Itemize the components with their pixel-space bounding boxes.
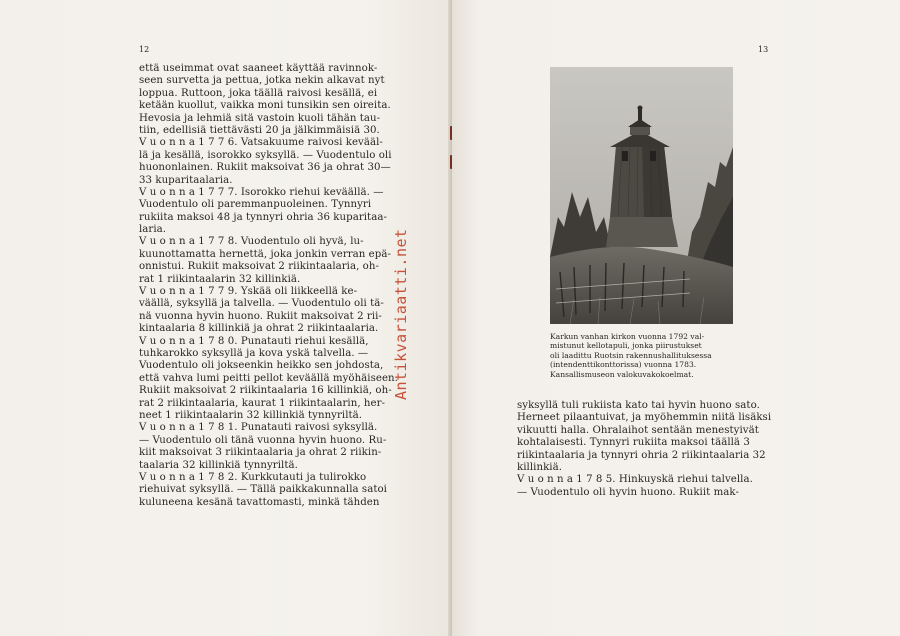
caption-line: mistunut kellotapuli, jonka piirustukset: [550, 341, 702, 351]
church-bell-tower-photo: [550, 67, 733, 324]
text-line: että useimmat ovat saaneet käyttää ravinnok-: [139, 63, 378, 74]
text-line: rukiita maksoi 48 ja tynnyri ohria 36 kuparitaa-: [139, 211, 387, 223]
right-page-text: [517, 400, 772, 499]
text-line: Vuodentulo oli jokseenkin heikko sen johdosta,: [139, 360, 384, 372]
watermark: [392, 230, 418, 400]
left-page-text: [139, 63, 398, 509]
text-line: — Vuodentulo oli tänä vuonna hyvin huono. Ru-: [139, 434, 387, 446]
text-line: riikintaalaria ja tynnyri ohria 2 riikintaalaria 32: [517, 449, 766, 461]
text-line: että vahva lumi peitti pellot keväällä myöhäiseen.: [139, 372, 398, 384]
text-line: ketään kuollut, vaikka moni tunsikin sen oireita.: [139, 100, 391, 112]
text-line: huononlainen. Rukiit maksoivat 36 ja ohrat 30—: [139, 162, 391, 174]
watermark-text: Antikvariaatti.net: [392, 228, 410, 400]
text-line: V u o n n a 1 7 7 8. Vuodentulo oli hyvä, lu-: [139, 236, 364, 248]
text-line: V u o n n a 1 7 8 0. Punatauti riehui kesällä,: [139, 335, 369, 347]
text-line: Hevosia ja lehmiä sitä vastoin kuoli tähän tau-: [139, 112, 381, 124]
text-line: laria.: [139, 224, 167, 236]
text-line: Vuodentulo oli paremmanpuoleinen. Tynnyri: [139, 199, 372, 211]
text-line: tiin, edellisiä tiettävästi 20 ja jälkimmäisiä 30.: [139, 124, 380, 136]
photo-illustration: [550, 67, 733, 324]
text-line: kuunottamatta hernettä, joka jonkin verran epä-: [139, 248, 391, 260]
text-line: nä vuonna hyvin huono. Rukiit maksoivat 2 rii-: [139, 310, 382, 322]
caption-line: Kansallismuseon valokuvakokoelmat.: [550, 369, 694, 379]
text-line: V u o n n a 1 7 7 9. Yskää oli liikkeellä ke-: [139, 286, 358, 298]
text-line: lä ja kesällä, isorokko syksyllä. — Vuodentulo oli: [139, 149, 392, 161]
text-line: taalaria 32 killinkiä tynnyriltä.: [139, 459, 298, 471]
page-number-right: 13: [758, 45, 769, 54]
text-line: kuluneena kesänä tavattomasti, minkä tähden: [139, 496, 380, 508]
text-line: kiit maksoivat 3 riikintaalaria ja ohrat 2 riikin-: [139, 447, 382, 459]
text-line: Herneet pilaantuivat, ja myöhemmin niitä lisäksi: [517, 412, 772, 424]
text-line: väällä, syksyllä ja talvella. — Vuodentulo oli tä-: [139, 298, 384, 310]
text-line: killinkiä.: [517, 461, 563, 473]
text-line: vikuutti halla. Ohralaihot sentään menestyivät: [517, 424, 759, 436]
text-line: V u o n n a 1 7 7 6. Vatsakuume raivosi kevääl-: [139, 137, 383, 149]
caption-line: Karkun vanhan kirkon vuonna 1792 val-: [550, 332, 705, 341]
page-number-left: 12: [139, 45, 150, 54]
text-line: V u o n n a 1 7 8 2. Kurkkutauti ja tulirokko: [139, 471, 367, 483]
text-line: tuhkarokko syksyllä ja kova yskä talvella. —: [139, 347, 369, 359]
text-line: V u o n n a 1 7 8 5. Hinkuyskä riehui talvella.: [517, 474, 753, 486]
text-line: syksyllä tuli rukiista kato tai hyvin huono sato.: [517, 400, 760, 411]
right-page: [452, 0, 900, 636]
text-line: onnistui. Rukiit maksoivat 2 riikintaalaria, oh-: [139, 261, 379, 273]
caption-line: (intendenttikonttorissa) vuonna 1783.: [550, 360, 697, 370]
text-line: riehuivat syksyllä. — Tällä paikkakunnalla satoi: [139, 484, 387, 496]
text-line: — Vuodentulo oli hyvin huono. Rukiit mak-: [517, 486, 739, 498]
text-line: Rukiit maksoivat 2 riikintaalaria 16 killinkiä, oh-: [139, 385, 392, 397]
text-line: 33 kuparitaalaria.: [139, 174, 233, 186]
text-line: kohtalaisesti. Tynnyri rukiita maksoi täällä 3: [517, 437, 750, 449]
text-line: loppua. Ruttoon, joka täällä raivosi kesällä, ei: [139, 87, 378, 99]
text-line: kintaalaria 8 killinkiä ja ohrat 2 riikintaalaria.: [139, 323, 379, 335]
text-line: rat 1 riikintaalarin 32 killinkiä.: [139, 273, 301, 285]
text-line: rat 2 riikintaalaria, kaurat 1 riikintaalarin, her-: [139, 397, 385, 409]
photo-caption: [550, 332, 740, 379]
text-line: seen survetta ja pettua, jotka nekin alkavat nyt: [139, 75, 385, 87]
caption-line: oli laadittu Ruotsin rakennushallituksessa: [550, 350, 712, 360]
text-line: V u o n n a 1 7 8 1. Punatauti raivosi syksyllä.: [139, 422, 378, 434]
text-line: V u o n n a 1 7 7 7. Isorokko riehui keväällä. —: [139, 186, 384, 198]
text-line: neet 1 riikintaalarin 32 killinkiä tynnyriltä.: [139, 409, 363, 421]
